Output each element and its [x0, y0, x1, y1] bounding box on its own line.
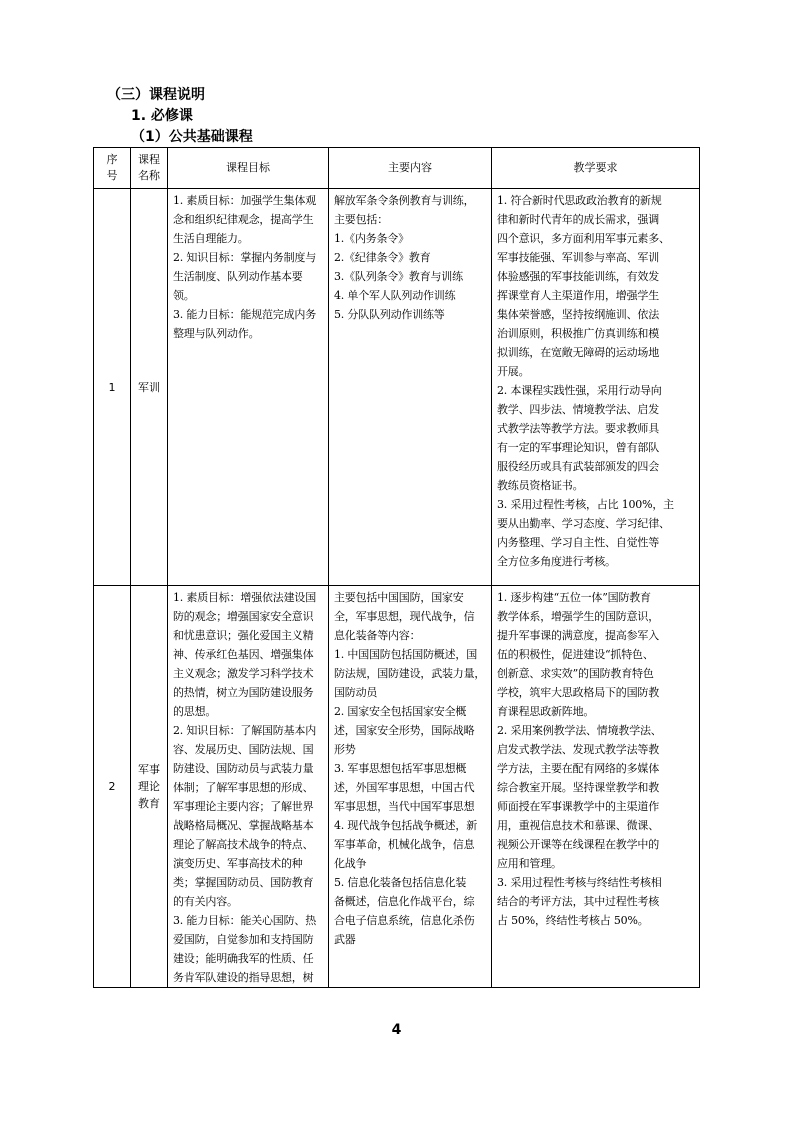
cell-line: 容、发展历史、国防法规、国: [173, 743, 314, 756]
cell-line: 综合教室开展。坚持课堂教学和教: [497, 781, 659, 794]
cell-line: 述，外国军事思想，中国古代: [334, 781, 475, 794]
cell-line: 1.《内务条令》: [334, 232, 409, 245]
cell-line: 合电子信息系统，信息化杀伤: [334, 914, 475, 927]
cell-line: 1. 素质目标：增强依法建设国: [173, 591, 316, 604]
cell-line: 领。: [173, 289, 195, 302]
cell-line: 国防动员: [334, 686, 378, 699]
cell-line: 军训: [138, 380, 160, 394]
cell-line: 4. 单个军人队列动作训练: [334, 289, 456, 302]
cell-line: 律和新时代青年的成长需求，强调: [497, 213, 659, 226]
header-no: [94, 148, 131, 189]
cell-line: 的热情，树立为国防建设服务: [173, 686, 314, 699]
cell-line: 四个意识，多方面利用军事元素多、: [497, 232, 670, 245]
cell-line: 式教学法等教学方法。要求教师具: [497, 422, 659, 435]
table-row: [94, 189, 700, 586]
cell-line: 1. 素质目标：加强学生集体观: [173, 194, 316, 207]
cell-line: 生活自理能力。: [173, 232, 249, 245]
cell-line: 创新意、求实效”的国防教育特色: [497, 667, 654, 680]
cell-line: 防的观念；增强国家安全意识: [173, 610, 314, 623]
cell-line: 4. 现代战争包括战争概述，新: [334, 819, 477, 832]
cell-line: 占 50%，终结性考核占 50%。: [497, 914, 649, 927]
cell-line: 1. 符合新时代思政政治教育的新规: [497, 194, 662, 207]
cell-line: 结合的考评方法，其中过程性考核: [497, 895, 659, 908]
page-number: 4: [391, 1022, 402, 1038]
cell-line: 3. 采用过程性考核，占比 100%，主: [497, 498, 674, 511]
cell-line: 形势: [334, 743, 356, 756]
cell-line: 学方法，主要在配有网络的多媒体: [497, 762, 659, 775]
cell-line: 2. 知识目标：掌握内务制度与: [173, 251, 316, 264]
cell-line: 拟训练，在宽敞无障碍的运动场地: [497, 346, 659, 359]
course-requirements: [492, 189, 700, 586]
cell-line: 3.《队列条令》教育与训练: [334, 270, 463, 283]
cell-line: 治训原则，积极推广仿真训练和模: [497, 327, 659, 340]
cell-line: 3. 采用过程性考核与终结性考核相: [497, 876, 662, 889]
cell-line: 爱国防，自觉参加和支持国防: [173, 933, 314, 946]
cell-line: 2. 采用案例教学法、情境教学法、: [497, 724, 662, 737]
header-name: [131, 148, 168, 189]
table-header-row: [94, 148, 700, 189]
cell-line: 化战争: [334, 857, 367, 870]
cell-line: 防建设、国防动员与武装力量: [173, 762, 314, 775]
cell-line: 和忧患意识；强化爱国主义精: [173, 629, 314, 642]
header-no-line: 号: [106, 169, 118, 182]
cell-line: 提升军事课的满意度，提高参军入: [497, 629, 659, 642]
subsubsection-heading: （1）公共基础课程: [131, 129, 253, 145]
cell-line: 开展。: [497, 365, 530, 378]
cell-line: 军事思想，当代中国军事思想: [334, 800, 475, 813]
cell-line: 3. 军事思想包括军事思想概: [334, 762, 467, 775]
cell-line: 集体荣誉感，坚持按纲施训、依法: [497, 308, 659, 321]
cell-line: 学校，筑牢大思政格局下的国防教: [497, 686, 659, 699]
course-number: 2: [94, 586, 131, 988]
cell-line: 理论: [138, 780, 160, 793]
course-name: [131, 189, 168, 586]
course-content: [329, 586, 492, 988]
cell-line: 务肯军队建设的指导思想，树: [173, 971, 314, 984]
cell-line: 军事技能强、军训参与率高、军训: [497, 251, 659, 264]
cell-line: 的有关内容。: [173, 895, 238, 908]
cell-line: 视频公开课等在线课程在教学中的: [497, 838, 659, 851]
cell-line: 神、传承红色基因、增强集体: [173, 648, 314, 661]
course-objectives: [168, 189, 329, 586]
cell-line: 军事理论主要内容；了解世界: [173, 800, 314, 813]
course-objectives: [168, 586, 329, 988]
cell-line: 军事: [138, 763, 160, 776]
cell-line: 战略格局概况、掌握战略基本: [173, 819, 314, 832]
cell-line: 解放军条令条例教育与训练，: [334, 194, 475, 207]
cell-line: 体验感强的军事技能训练，有效发: [497, 270, 659, 283]
cell-line: 有一定的军事理论知识，曾有部队: [497, 441, 659, 454]
cell-line: 伍的积极性，促进建设“抓特色、: [497, 648, 654, 661]
cell-line: 的思想。: [173, 705, 217, 718]
course-table: [93, 147, 700, 988]
cell-line: 整理与队列动作。: [173, 327, 260, 340]
header-name-line: 名称: [138, 169, 160, 182]
cell-line: 教练员资格证书。: [497, 479, 584, 492]
cell-line: 息化装备等内容：: [334, 629, 421, 642]
course-requirements: [492, 586, 700, 988]
cell-line: 类；掌握国防动员、国防教育: [173, 876, 314, 889]
table-row: [94, 586, 700, 988]
cell-line: 启发式教学法、发现式教学法等教: [497, 743, 659, 756]
cell-line: 用，重视信息技术和慕课、微课、: [497, 819, 659, 832]
header-no-line: 序: [106, 153, 118, 166]
cell-line: 念和组织纪律观念，提高学生: [173, 213, 314, 226]
section-heading: （三）课程说明: [107, 87, 205, 103]
cell-line: 2. 知识目标：了解国防基本内: [173, 724, 316, 737]
header-objectives: 课程目标: [168, 148, 329, 189]
cell-line: 军事革命，机械化战争，信息: [334, 838, 475, 851]
cell-line: 防法规，国防建设，武装力量，: [334, 667, 486, 680]
cell-line: 2.《纪律条令》教育: [334, 251, 431, 264]
cell-line: 主要包括中国国防，国家安: [334, 591, 464, 604]
cell-line: 2. 国家安全包括国家安全概: [334, 705, 467, 718]
course-content: [329, 189, 492, 586]
cell-line: 建设；能明确我军的性质、任: [173, 952, 314, 965]
header-name-line: 课程: [138, 153, 160, 166]
cell-line: 应用和管理。: [497, 857, 562, 870]
course-number: 1: [94, 189, 131, 586]
subsection-heading: 1. 必修课: [131, 108, 193, 124]
cell-line: 3. 能力目标：能关心国防、热: [173, 914, 316, 927]
cell-line: 主义观念；激发学习科学技术: [173, 667, 314, 680]
cell-line: 武器: [334, 933, 356, 946]
cell-line: 师面授在军事课教学中的主渠道作: [497, 800, 659, 813]
cell-line: 教学体系，增强学生的国防意识，: [497, 610, 659, 623]
cell-line: 1. 中国国防包括国防概述，国: [334, 648, 477, 661]
cell-line: 3. 能力目标：能规范完成内务: [173, 308, 316, 321]
cell-line: 演变历史、军事高技术的种: [173, 857, 303, 870]
cell-line: 备概述，信息化作战平台，综: [334, 895, 475, 908]
cell-line: 1. 逐步构建“五位一体”国防教育: [497, 591, 651, 604]
header-requirements: 教学要求: [492, 148, 700, 189]
cell-line: 生活制度、队列动作基本要: [173, 270, 303, 283]
cell-line: 5. 信息化装备包括信息化装: [334, 876, 467, 889]
cell-line: 服役经历或具有武装部颁发的四会: [497, 460, 659, 473]
course-name: [131, 586, 168, 988]
cell-line: 育课程思政新阵地。: [497, 705, 595, 718]
cell-line: 教学、四步法、情境教学法、启发: [497, 403, 659, 416]
cell-line: 理论了解高技术战争的特点、: [173, 838, 314, 851]
cell-line: 挥课堂育人主渠道作用，增强学生: [497, 289, 659, 302]
cell-line: 述，国家安全形势，国际战略: [334, 724, 475, 737]
cell-line: 全，军事思想，现代战争，信: [334, 610, 475, 623]
cell-line: 内务整理、学习自主性、自觉性等: [497, 536, 659, 549]
cell-line: 主要包括：: [334, 213, 388, 226]
cell-line: 全方位多角度进行考核。: [497, 555, 616, 568]
cell-line: 5. 分队队列动作训练等: [334, 308, 445, 321]
cell-line: 教育: [138, 797, 160, 810]
cell-line: 2. 本课程实践性强，采用行动导向: [497, 384, 662, 397]
cell-line: 要从出勤率、学习态度、学习纪律、: [497, 517, 670, 530]
cell-line: 体制；了解军事思想的形成、: [173, 781, 314, 794]
header-content: 主要内容: [329, 148, 492, 189]
